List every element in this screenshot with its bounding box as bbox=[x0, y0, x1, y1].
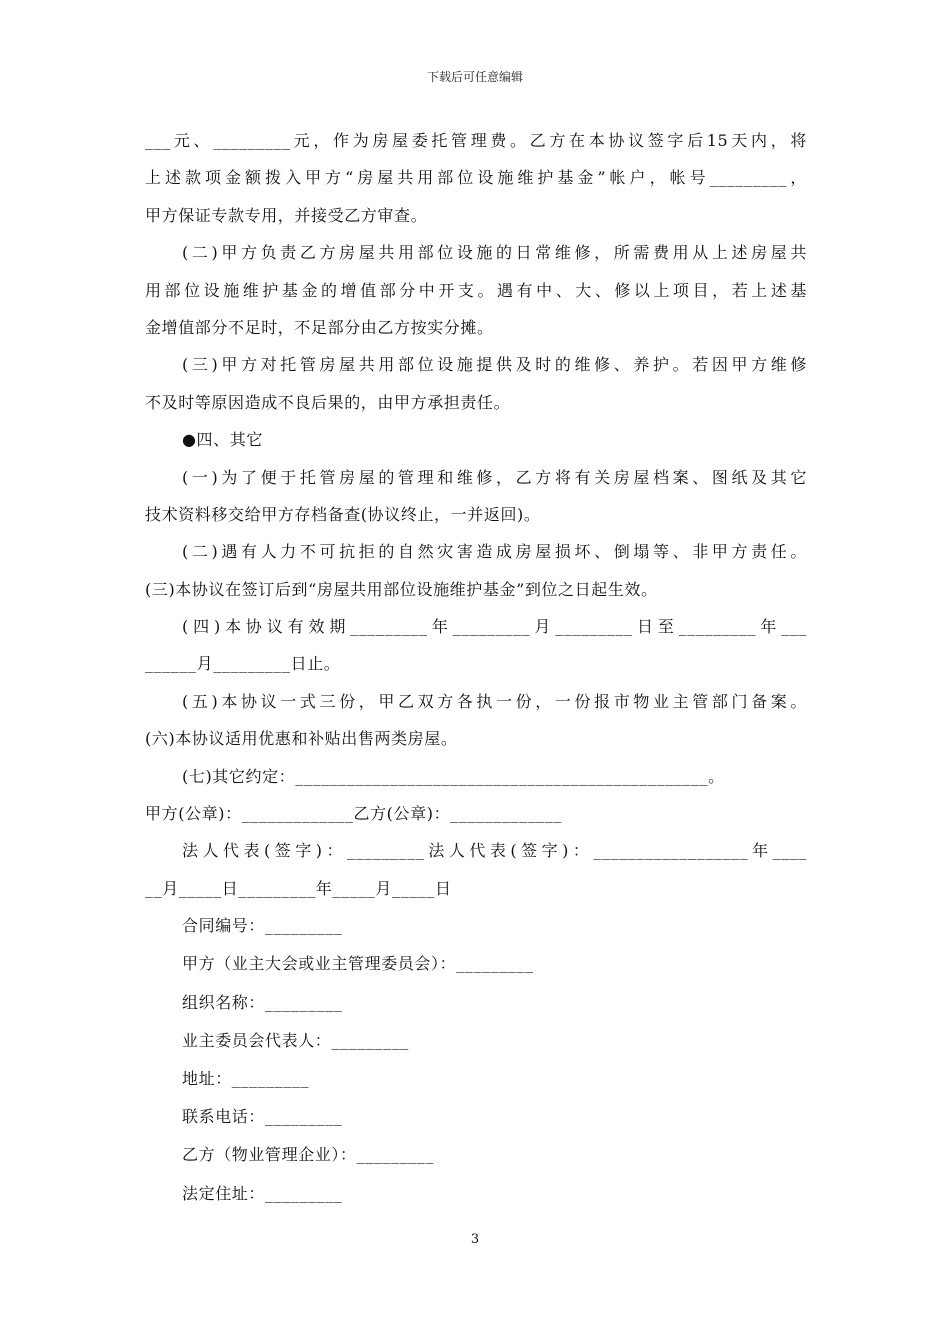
text-line: 上述款项金额拨入甲方“房屋共用部位设施维护基金”帐户，帐号_________， bbox=[145, 168, 807, 188]
text-line: (一)为了便于托管房屋的管理和维修，乙方将有关房屋档案、图纸及其它 bbox=[182, 467, 807, 487]
form-field-phone: 联系电话：_________ bbox=[182, 1107, 343, 1127]
text-line: 技术资料移交给甲方存档备查(协议终止，一并返回)。 bbox=[145, 504, 541, 524]
signature-line: 甲方(公章)：_____________乙方(公章)：_____________ bbox=[145, 804, 562, 824]
form-field-organization-name: 组织名称：_________ bbox=[182, 992, 343, 1012]
text-line: (二)遇有人力不可抗拒的自然灾害造成房屋损坏、倒塌等、非甲方责任。 bbox=[182, 542, 807, 562]
text-line: 不及时等原因造成不良后果的，由甲方承担责任。 bbox=[145, 392, 511, 412]
text-line: (三)本协议在签订后到“房屋共用部位设施维护基金”到位之日起生效。 bbox=[145, 579, 658, 599]
document-body bbox=[145, 122, 807, 1213]
signature-line: 法人代表(签字)：_________法人代表(签字)：__________________年____ bbox=[182, 841, 807, 861]
text-line: (四)本协议有效期_________年_________月_________日至_________年___ bbox=[182, 617, 807, 637]
text-line: 甲方保证专款专用，并接受乙方审查。 bbox=[145, 205, 428, 225]
form-field-contract-number: 合同编号：_________ bbox=[182, 916, 343, 936]
text-line: 用部位设施维护基金的增值部分中开支。遇有中、大、修以上项目，若上述基 bbox=[145, 280, 807, 300]
form-field-legal-address: 法定住址：_________ bbox=[182, 1183, 343, 1203]
form-field-committee-representative: 业主委员会代表人：_________ bbox=[182, 1030, 409, 1050]
section-heading: ●四、其它 bbox=[182, 430, 263, 450]
text-line: (二)甲方负责乙方房屋共用部位设施的日常维修，所需费用从上述房屋共 bbox=[182, 243, 807, 263]
text-line: ___元、_________元，作为房屋委托管理费。乙方在本协议签字后15天内，将 bbox=[145, 131, 807, 150]
text-line: ______月_________日止。 bbox=[145, 654, 341, 674]
page-number: 3 bbox=[470, 1232, 480, 1247]
text-line: (七)其它约定：________________________________________________。 bbox=[182, 766, 725, 786]
text-line: (三)甲方对托管房屋共用部位设施提供及时的维修、养护。若因甲方维修 bbox=[182, 355, 807, 375]
text-line: (五)本协议一式三份，甲乙双方各执一份，一份报市物业主管部门备案。 bbox=[182, 691, 807, 711]
form-field-party-b: 乙方（物业管理企业）：_________ bbox=[182, 1145, 435, 1165]
page-header-note: 下载后可任意编辑 bbox=[426, 70, 523, 84]
form-field-address: 地址：_________ bbox=[182, 1068, 310, 1088]
date-line: __月_____日_________年_____月_____日 bbox=[145, 878, 452, 898]
text-line: 金增值部分不足时，不足部分由乙方按实分摊。 bbox=[145, 317, 494, 337]
text-line: (六)本协议适用优惠和补贴出售两类房屋。 bbox=[145, 729, 458, 749]
form-field-party-a: 甲方（业主大会或业主管理委员会）：_________ bbox=[182, 954, 534, 974]
